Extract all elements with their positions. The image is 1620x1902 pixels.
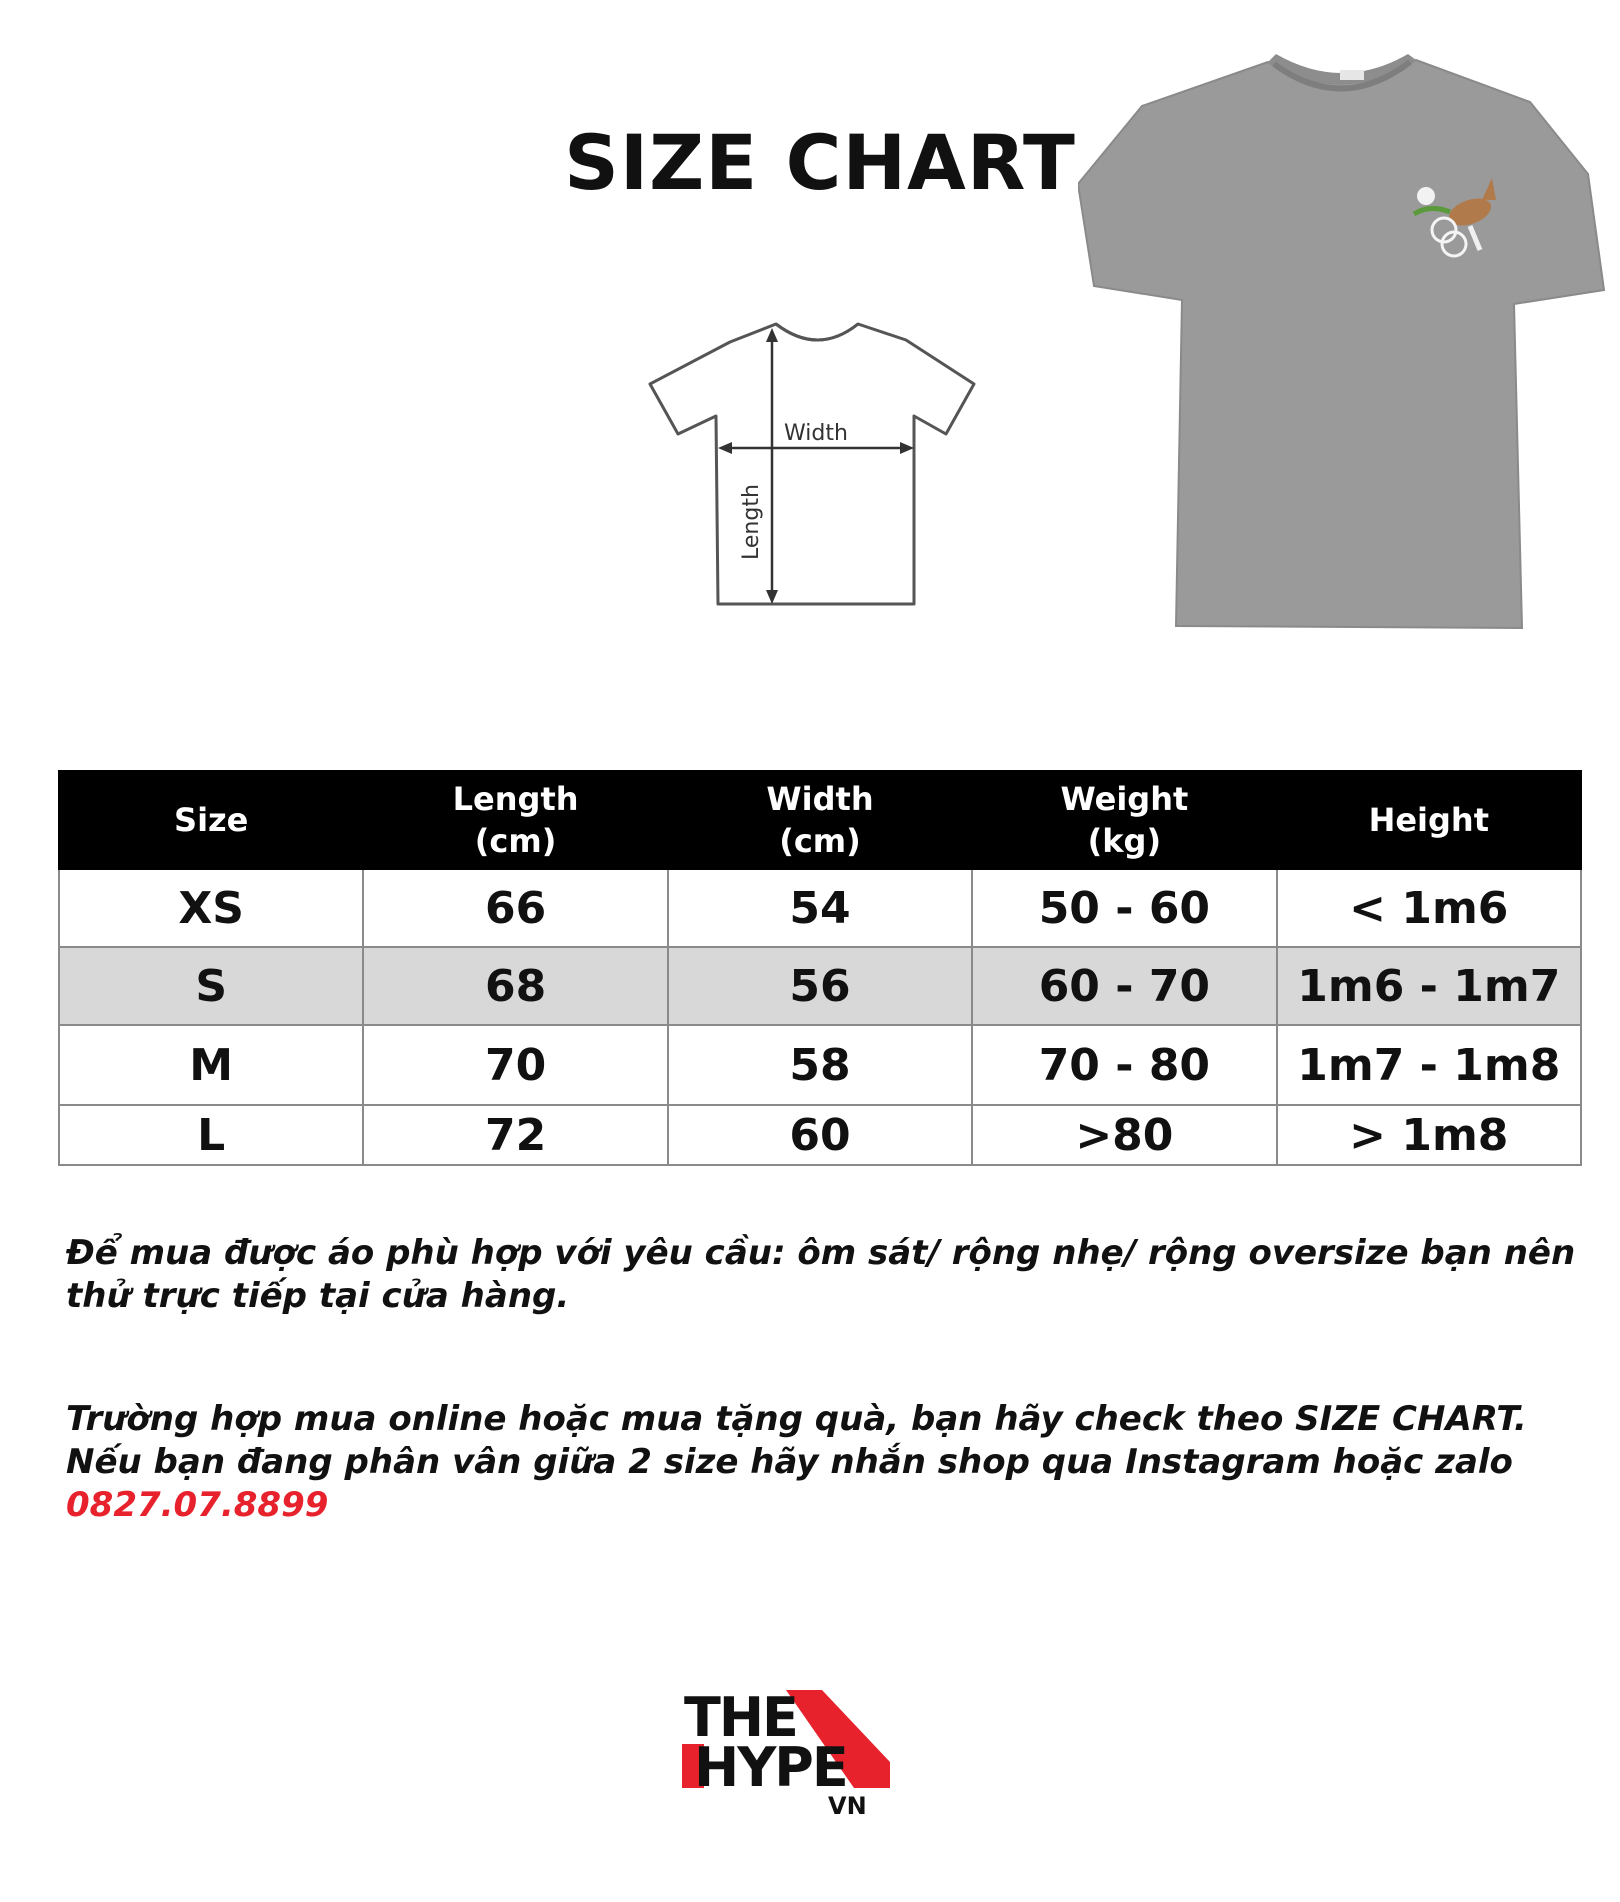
table-cell: 54 [668, 869, 972, 947]
size-table [58, 770, 1582, 1166]
table-cell: 70 - 80 [972, 1025, 1276, 1105]
brand-logo [682, 1684, 898, 1824]
online-note [66, 1398, 1586, 1527]
table-row [59, 869, 1581, 947]
header-height: Height [1277, 771, 1581, 869]
table-cell: 58 [668, 1025, 972, 1105]
table-row [59, 1025, 1581, 1105]
logo-line2: HYPE [694, 1736, 847, 1799]
header-weight: Weight (kg) [972, 771, 1276, 869]
tshirt-photo-icon [1078, 54, 1608, 632]
table-cell: 66 [363, 869, 667, 947]
phone-number: 0827.07.8899 [66, 1485, 329, 1525]
table-cell: 60 - 70 [972, 947, 1276, 1025]
fit-note: Để mua được áo phù hợp với yêu cầu: ôm sát/ rộng nhẹ/ rộng oversize bạn nên thử trực tiếp tại cửa hàng. [66, 1233, 1576, 1316]
online-note-text: Trường hợp mua online hoặc mua tặng quà, bạn hãy check theo SIZE CHART. Nếu bạn đang phân vân giữa 2 size hãy nhắn shop qua Instagram hoặc zalo [66, 1399, 1527, 1482]
table-cell: < 1m6 [1277, 869, 1581, 947]
table-cell: 72 [363, 1105, 667, 1165]
table-cell: M [59, 1025, 363, 1105]
length-label: Length [739, 484, 764, 560]
tshirt-outline-icon [648, 316, 978, 616]
table-cell: 50 - 60 [972, 869, 1276, 947]
table-cell: 68 [363, 947, 667, 1025]
table-row [59, 947, 1581, 1025]
table-header-row [59, 771, 1581, 869]
table-cell: 1m7 - 1m8 [1277, 1025, 1581, 1105]
header-length: Length (cm) [363, 771, 667, 869]
table-cell: >80 [972, 1105, 1276, 1165]
table-cell: > 1m8 [1277, 1105, 1581, 1165]
logo-line3: VN [828, 1792, 867, 1820]
table-cell: XS [59, 869, 363, 947]
table-row [59, 1105, 1581, 1165]
header-width: Width (cm) [668, 771, 972, 869]
table-cell: 60 [668, 1105, 972, 1165]
table-cell: S [59, 947, 363, 1025]
logo-line1: THE [684, 1686, 797, 1749]
table-cell: 70 [363, 1025, 667, 1105]
table-cell: 56 [668, 947, 972, 1025]
table-cell: 1m6 - 1m7 [1277, 947, 1581, 1025]
table-cell: L [59, 1105, 363, 1165]
header-size: Size [59, 771, 363, 869]
width-label: Width [784, 421, 848, 446]
page-title: SIZE CHART [564, 118, 1076, 207]
